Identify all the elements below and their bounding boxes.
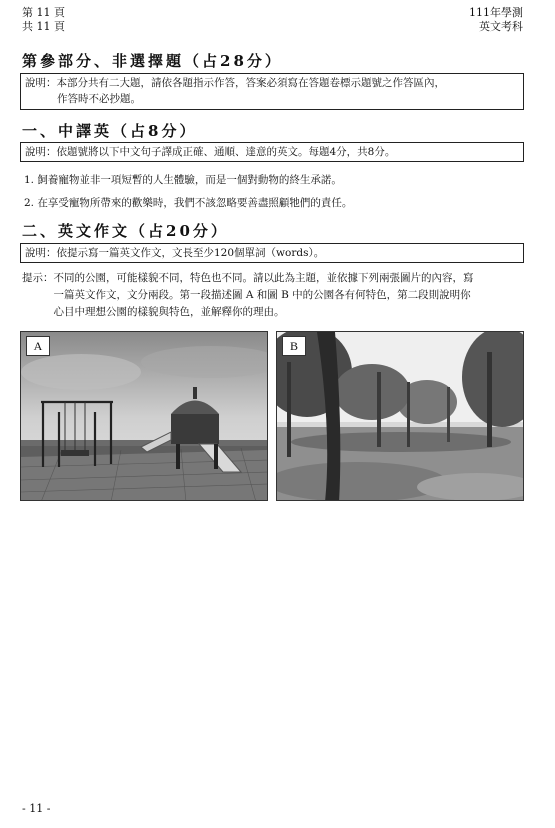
exam-year: 111年學測 — [469, 6, 523, 19]
part3-instructions — [20, 73, 524, 110]
question-2-text: 在享受寵物所帶來的歡樂時，我們不該忽略要善盡照顧牠們的責任。 — [37, 197, 353, 209]
section1-note-label: 說明： — [25, 146, 57, 158]
part3-note-label: 說明： — [25, 77, 57, 89]
question-1-number: 1. — [24, 174, 35, 186]
exam-subject: 英文考科 — [479, 20, 523, 33]
section2-note-label: 說明： — [25, 247, 57, 259]
page-header-right — [469, 6, 523, 34]
part3-note-line1: 本部分共有二大題，請依各題指示作答，答案必須寫在答題卷標示題號之作答區內， — [56, 77, 445, 89]
photo-b-label: B — [282, 336, 306, 356]
question-1-text: 飼養寵物並非一項短暫的人生體驗，而是一個對動物的終生承諾。 — [37, 174, 342, 186]
total-pages: 共 11 頁 — [22, 20, 65, 33]
prompt-line1: 不同的公園，可能樣貌不同，特色也不同。請以此為主題，並依據下列兩張圖片的內容，寫 — [53, 272, 474, 284]
section2-note-text: 依提示寫一篇英文作文，文長至少120個單詞（words）。 — [56, 247, 325, 259]
question-2-number: 2. — [24, 197, 35, 209]
prompt-line3: 心目中理想公園的樣貌與特色，並解釋你的理由。 — [53, 306, 285, 318]
section1-note-text: 依題號將以下中文句子譯成正確、通順、達意的英文。每題4分，共8分。 — [56, 146, 396, 158]
section2-instructions — [20, 243, 524, 263]
photo-a-playground — [20, 331, 268, 501]
park-image — [277, 332, 524, 501]
part3-note-line2: 作答時不必抄題。 — [57, 93, 141, 105]
page-number: 第 11 頁 — [22, 6, 65, 19]
photo-b-park — [276, 331, 524, 501]
question-1 — [24, 172, 342, 187]
question-2 — [24, 195, 352, 210]
photo-a-label: A — [26, 336, 50, 356]
playground-image — [21, 332, 268, 501]
page-footer-number: - 11 - — [22, 802, 51, 815]
page-header-left — [22, 6, 65, 34]
prompt-line2: 一篇英文作文，文分兩段。第一段描述圖 A 和圖 B 中的公園各有何特色，第二段則說明你 — [53, 289, 471, 301]
section1-title: 一、中譯英（占8分） — [22, 122, 198, 140]
writing-prompt — [22, 270, 523, 321]
section2-title: 二、英文作文（占20分） — [22, 222, 229, 240]
section1-instructions — [20, 142, 524, 162]
prompt-label: 提示： — [22, 272, 54, 284]
part3-title: 第參部分、非選擇題（占28分） — [22, 52, 283, 70]
